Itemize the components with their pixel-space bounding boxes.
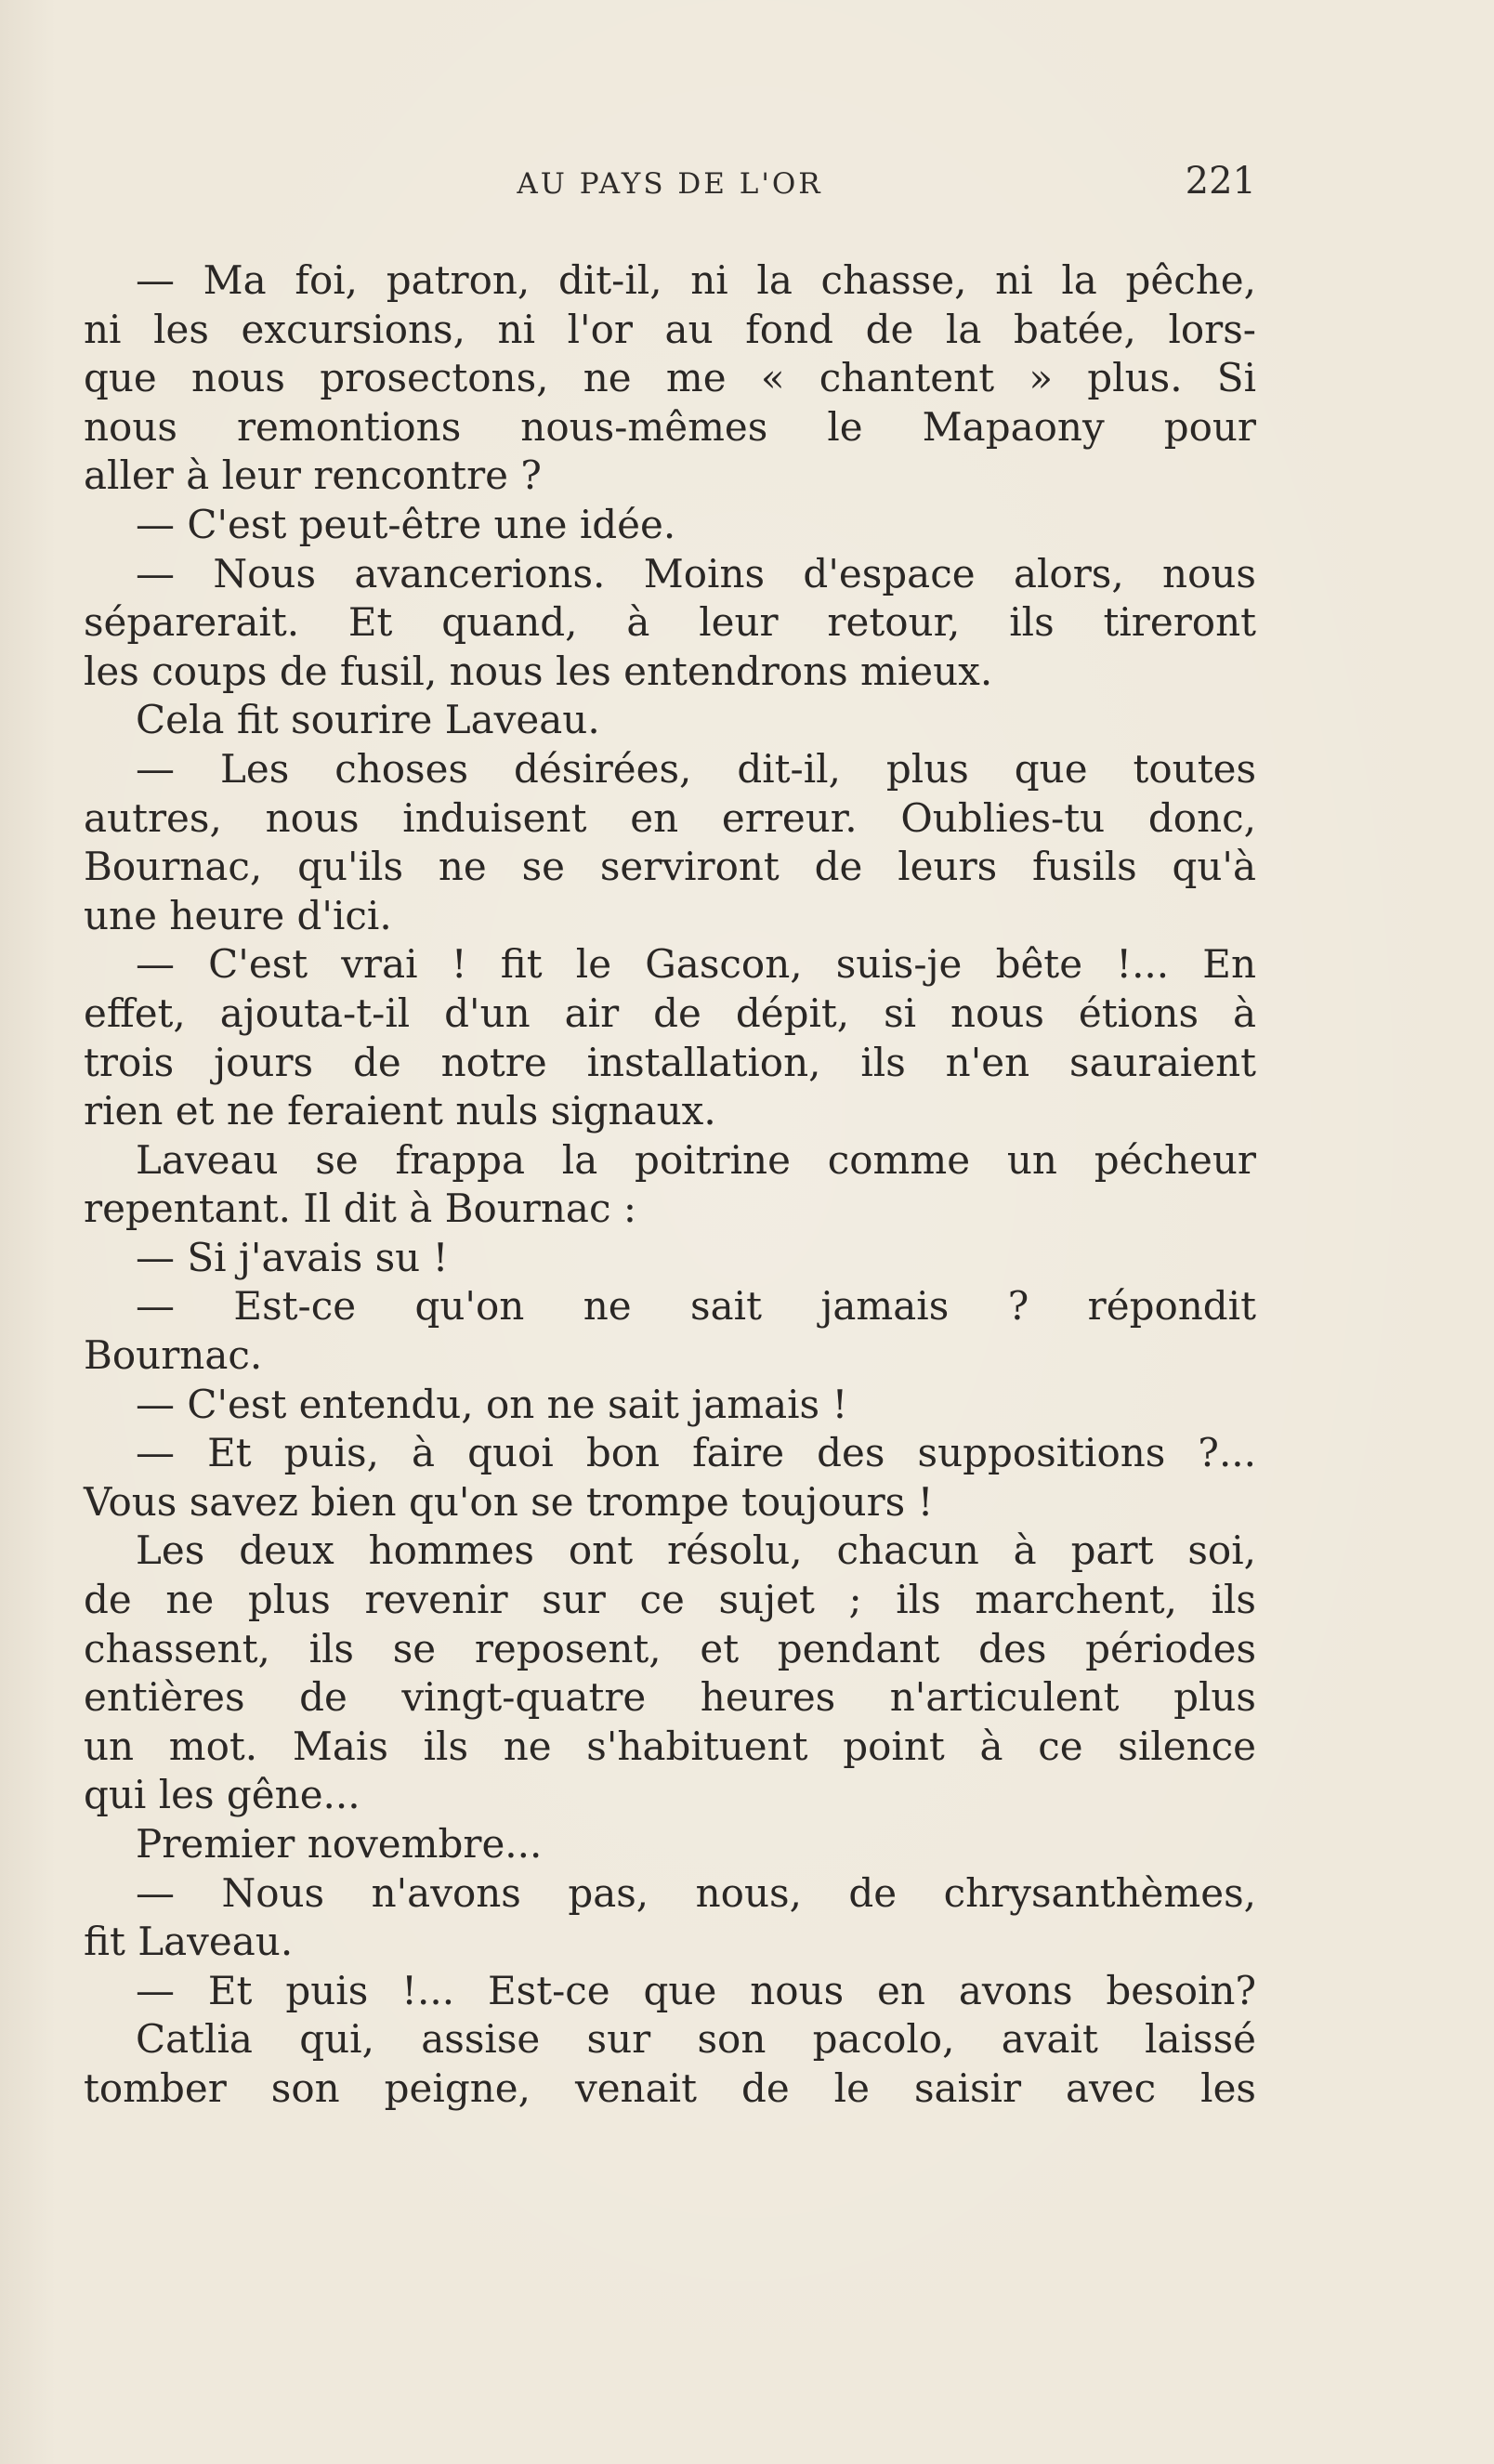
text-line: Bournac. (84, 1332, 263, 1379)
text-line: tomber son peigne, venait de le saisir avec les (84, 2064, 1256, 2111)
running-head: AU PAYS DE L'OR (517, 167, 823, 201)
text-line: rien et ne feraient nuls signaux. (84, 1088, 716, 1134)
text-line: — Les choses désirées, dit-il, plus que toutes (136, 745, 1256, 792)
text-line: nous remontions nous-mêmes le Mapaony pour (84, 403, 1256, 450)
text-line: — Et puis, à quoi bon faire des suppositions ?... (136, 1430, 1256, 1476)
page-header (84, 160, 1256, 216)
text-line: — Nous n'avons pas, nous, de chrysanthèmes, (136, 1869, 1256, 1916)
text-line: — Ma foi, patron, dit-il, ni la chasse, ni la pêche, (136, 257, 1256, 303)
text-line: repentant. Il dit à Bournac : (84, 1186, 636, 1232)
text-line: séparerait. Et quand, à leur retour, ils tireront (84, 599, 1256, 646)
text-line: qui les gêne... (84, 1772, 360, 1818)
text-line: — C'est vrai ! fit le Gascon, suis-je bête !... En (136, 941, 1256, 988)
text-line: Les deux hommes ont résolu, chacun à part soi, (136, 1527, 1256, 1574)
text-line: Laveau se frappa la poitrine comme un pécheur (136, 1136, 1256, 1183)
text-line: — C'est peut-être une idée. (136, 501, 676, 547)
text-line: que nous prosectons, ne me « chantent » plus. Si (84, 355, 1256, 401)
text-line: — Est-ce qu'on ne sait jamais ? répondit (136, 1283, 1256, 1330)
text-line: les coups de fusil, nous les entendrons mieux. (84, 648, 993, 694)
text-line: un mot. Mais ils ne s'habituent point à ce silence (84, 1723, 1256, 1769)
text-line: — Nous avancerions. Moins d'espace alors, nous (136, 550, 1256, 596)
text-line: — C'est entendu, on ne sait jamais ! (136, 1381, 848, 1427)
text-line: de ne plus revenir sur ce sujet ; ils marchent, ils (84, 1577, 1256, 1623)
text-line: ni les excursions, ni l'or au fond de la batée, lors- (84, 306, 1256, 352)
text-line: fit Laveau. (84, 1919, 294, 1965)
text-line: Cela fit sourire Laveau. (136, 697, 600, 743)
body-text (84, 256, 1256, 2114)
text-line: autres, nous induisent en erreur. Oublies-tu donc, (84, 794, 1256, 841)
text-line: Catlia qui, assise sur son pacolo, avait laissé (136, 2016, 1256, 2063)
text-line: Vous savez bien qu'on se trompe toujours ! (84, 1478, 934, 1525)
page-number: 221 (1185, 160, 1256, 203)
text-line: trois jours de notre installation, ils n'en sauraient (84, 1039, 1256, 1085)
text-line: aller à leur rencontre ? (84, 452, 542, 499)
text-line: chassent, ils se reposent, et pendant des périodes (84, 1625, 1256, 1671)
text-line: — Et puis !... Est-ce que nous en avons besoin? (136, 1967, 1256, 2013)
text-line: — Si j'avais su ! (136, 1234, 449, 1280)
text-line: une heure d'ici. (84, 892, 392, 938)
text-line: Bournac, qu'ils ne se serviront de leurs fusils qu'à (84, 844, 1256, 890)
text-line: effet, ajouta-t-il d'un air de dépit, si nous étions à (84, 990, 1256, 1036)
text-line: entières de vingt-quatre heures n'articulent plus (84, 1674, 1256, 1721)
text-line: Premier novembre... (136, 1821, 543, 1867)
